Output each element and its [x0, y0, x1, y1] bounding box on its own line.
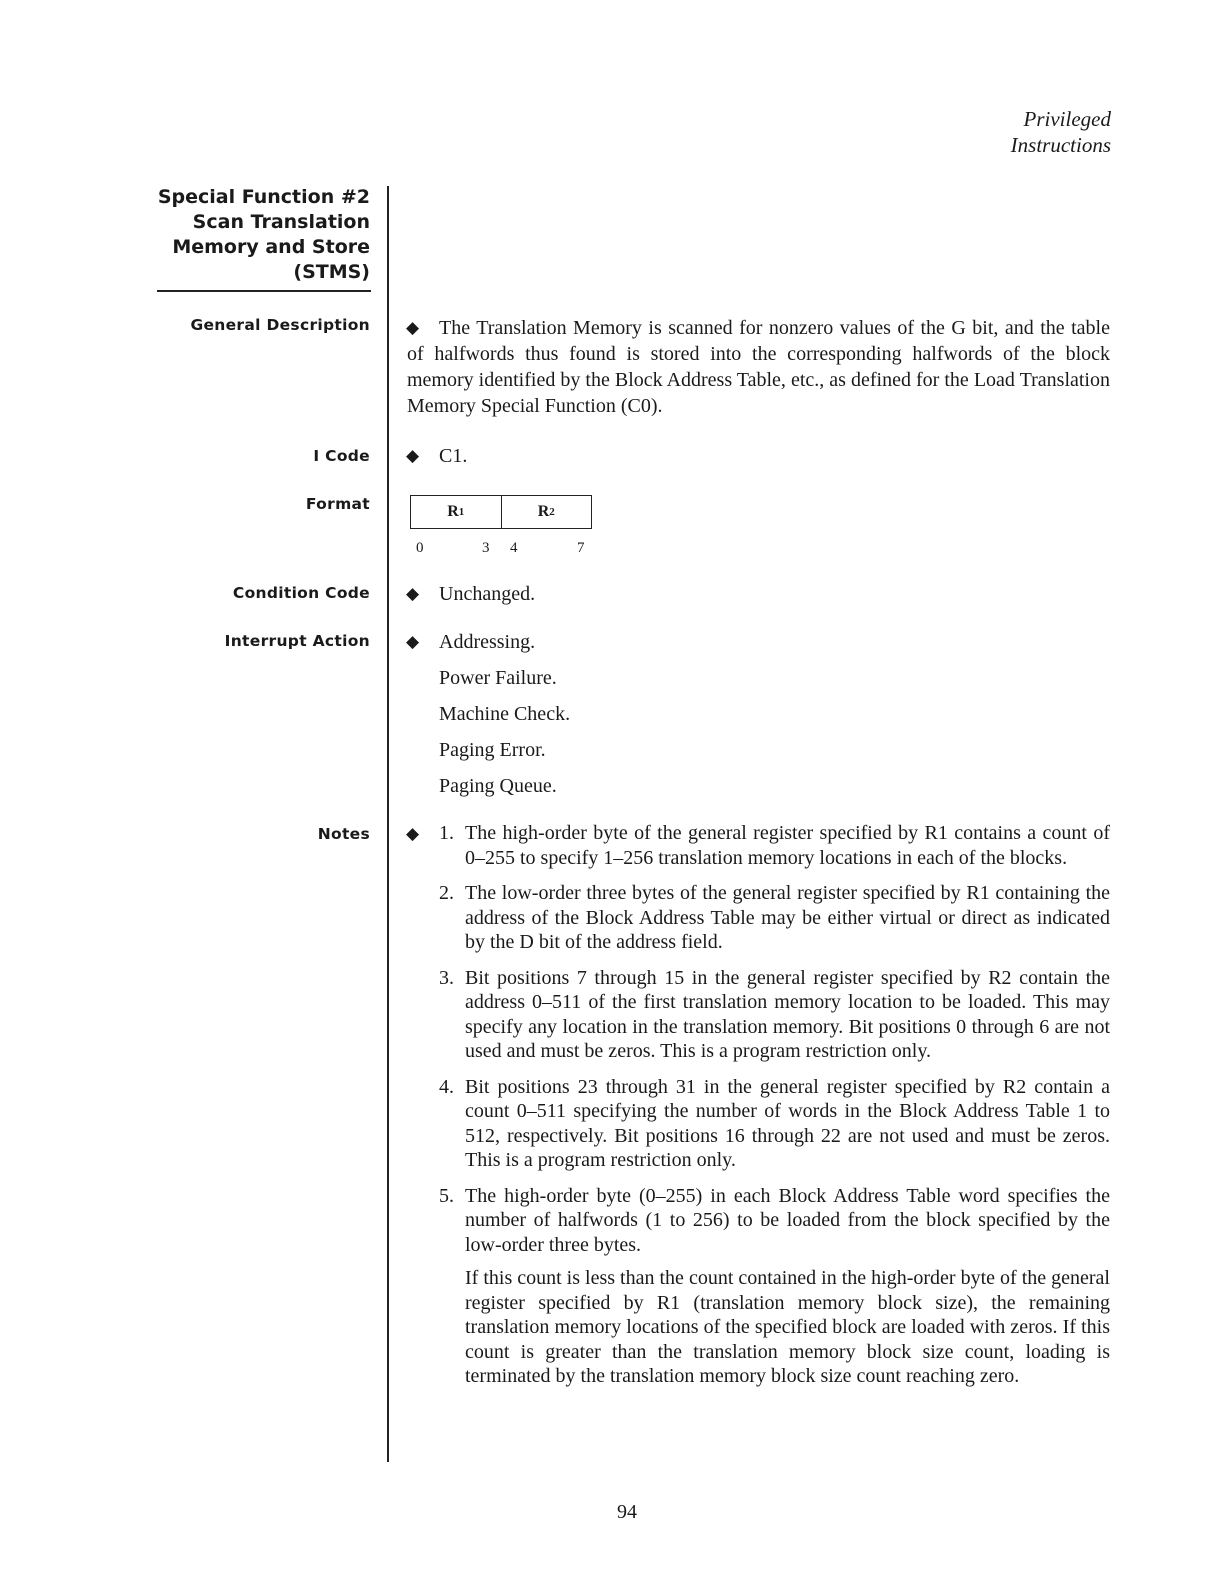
- label-format: Format: [305, 495, 370, 513]
- list-item: [439, 881, 1110, 955]
- list-item: [439, 1184, 1110, 1258]
- section-title-line3: Memory and Store: [172, 236, 370, 258]
- interrupt-item: Paging Queue.: [439, 775, 557, 797]
- list-item: [439, 1075, 1110, 1173]
- notes-list: [439, 821, 1110, 1389]
- running-head-line1: Privileged: [1023, 107, 1111, 131]
- diamond-bullet-icon: ◆: [406, 446, 420, 466]
- format-field-r2: R 2: [501, 496, 592, 528]
- note-number: 1.: [439, 822, 454, 844]
- note-number: 2.: [439, 882, 454, 904]
- bit-number: 0: [416, 540, 424, 556]
- section-title-line4: (STMS): [293, 261, 370, 283]
- page-number: 94: [617, 1501, 637, 1523]
- general-description-text: The Translation Memory is scanned for nonzero values of the G bit, and the table of halfwords thus found is stored into the corresponding halfwords of the block memory identified by the Block Address Table, etc., as defined for the Load Translation Memory Special Function (C0).: [407, 317, 1110, 417]
- vertical-divider: [387, 186, 389, 1462]
- format-field-r1: R 1: [447, 503, 465, 520]
- note-number: 5.: [439, 1184, 454, 1207]
- list-item: [439, 966, 1110, 1064]
- interrupt-item: Addressing.: [439, 631, 536, 653]
- interrupt-item: Machine Check.: [439, 703, 571, 725]
- section-title-line1: Special Function #2: [157, 186, 370, 208]
- bit-number: 4: [510, 540, 518, 556]
- interrupt-item: Power Failure.: [439, 667, 557, 689]
- section-title: [140, 185, 370, 285]
- note-text: Bit positions 7 through 15 in the general register specified by R2 contain the address 0–511 of the first translation memory location to be loaded. This may specify any location in the translation memory. Bit positions 0 through 6 are not used and must be zeros. This is a program restriction only.: [465, 966, 1110, 1062]
- i-code-value: C1.: [439, 445, 468, 467]
- running-head-line2: Instructions: [1010, 133, 1111, 157]
- label-interrupt-action: Interrupt Action: [224, 632, 370, 650]
- diamond-bullet-icon: ◆: [406, 318, 420, 338]
- note-5-continuation: If this count is less than the count contained in the high-order byte of the general register specified by R1 (translation memory block size), the remaining translation memory locations of the specified block are loaded with zeros. If this count is greater than the translation memory block size count, loading is terminated by the translation memory block size count reaching zero.: [465, 1267, 1110, 1387]
- label-general-description: General Description: [190, 316, 370, 334]
- diamond-bullet-icon: ◆: [406, 824, 420, 844]
- title-underline: [157, 290, 371, 292]
- section-title-line2: Scan Translation: [192, 211, 370, 233]
- interrupt-item: Paging Error.: [439, 739, 546, 761]
- note-text: The low-order three bytes of the general register specified by R1 containing the address of the Block Address Table may be either virtual or direct as indicated by the D bit of the address field.: [465, 882, 1110, 953]
- label-notes: Notes: [317, 825, 370, 843]
- note-number: 3.: [439, 966, 454, 989]
- running-head: [1011, 106, 1111, 158]
- note-text: The high-order byte (0–255) in each Block Address Table word specifies the number of halfwords (1 to 256) to be loaded from the block specified by the low-order three bytes.: [465, 1184, 1110, 1256]
- format-diagram: [410, 495, 592, 529]
- list-item: [439, 821, 1110, 870]
- diamond-bullet-icon: ◆: [406, 584, 420, 604]
- condition-code-value: Unchanged.: [439, 583, 536, 605]
- diamond-bullet-icon: ◆: [406, 632, 420, 652]
- label-condition-code: Condition Code: [232, 584, 370, 602]
- note-text: The high-order byte of the general register specified by R1 contains a count of 0–255 to specify 1–256 translation memory locations in each of the blocks.: [465, 822, 1110, 869]
- bit-number: 3: [482, 540, 490, 556]
- bit-number: 7: [577, 540, 585, 556]
- label-i-code: I Code: [313, 447, 370, 465]
- note-text: Bit positions 23 through 31 in the general register specified by R2 contain a count 0–511 specifying the number of words in the Block Address Table 1 to 512, respectively. Bit positions 16 through 22 are not used and must be zeros. This is a program restriction only.: [465, 1075, 1110, 1171]
- note-number: 4.: [439, 1075, 454, 1098]
